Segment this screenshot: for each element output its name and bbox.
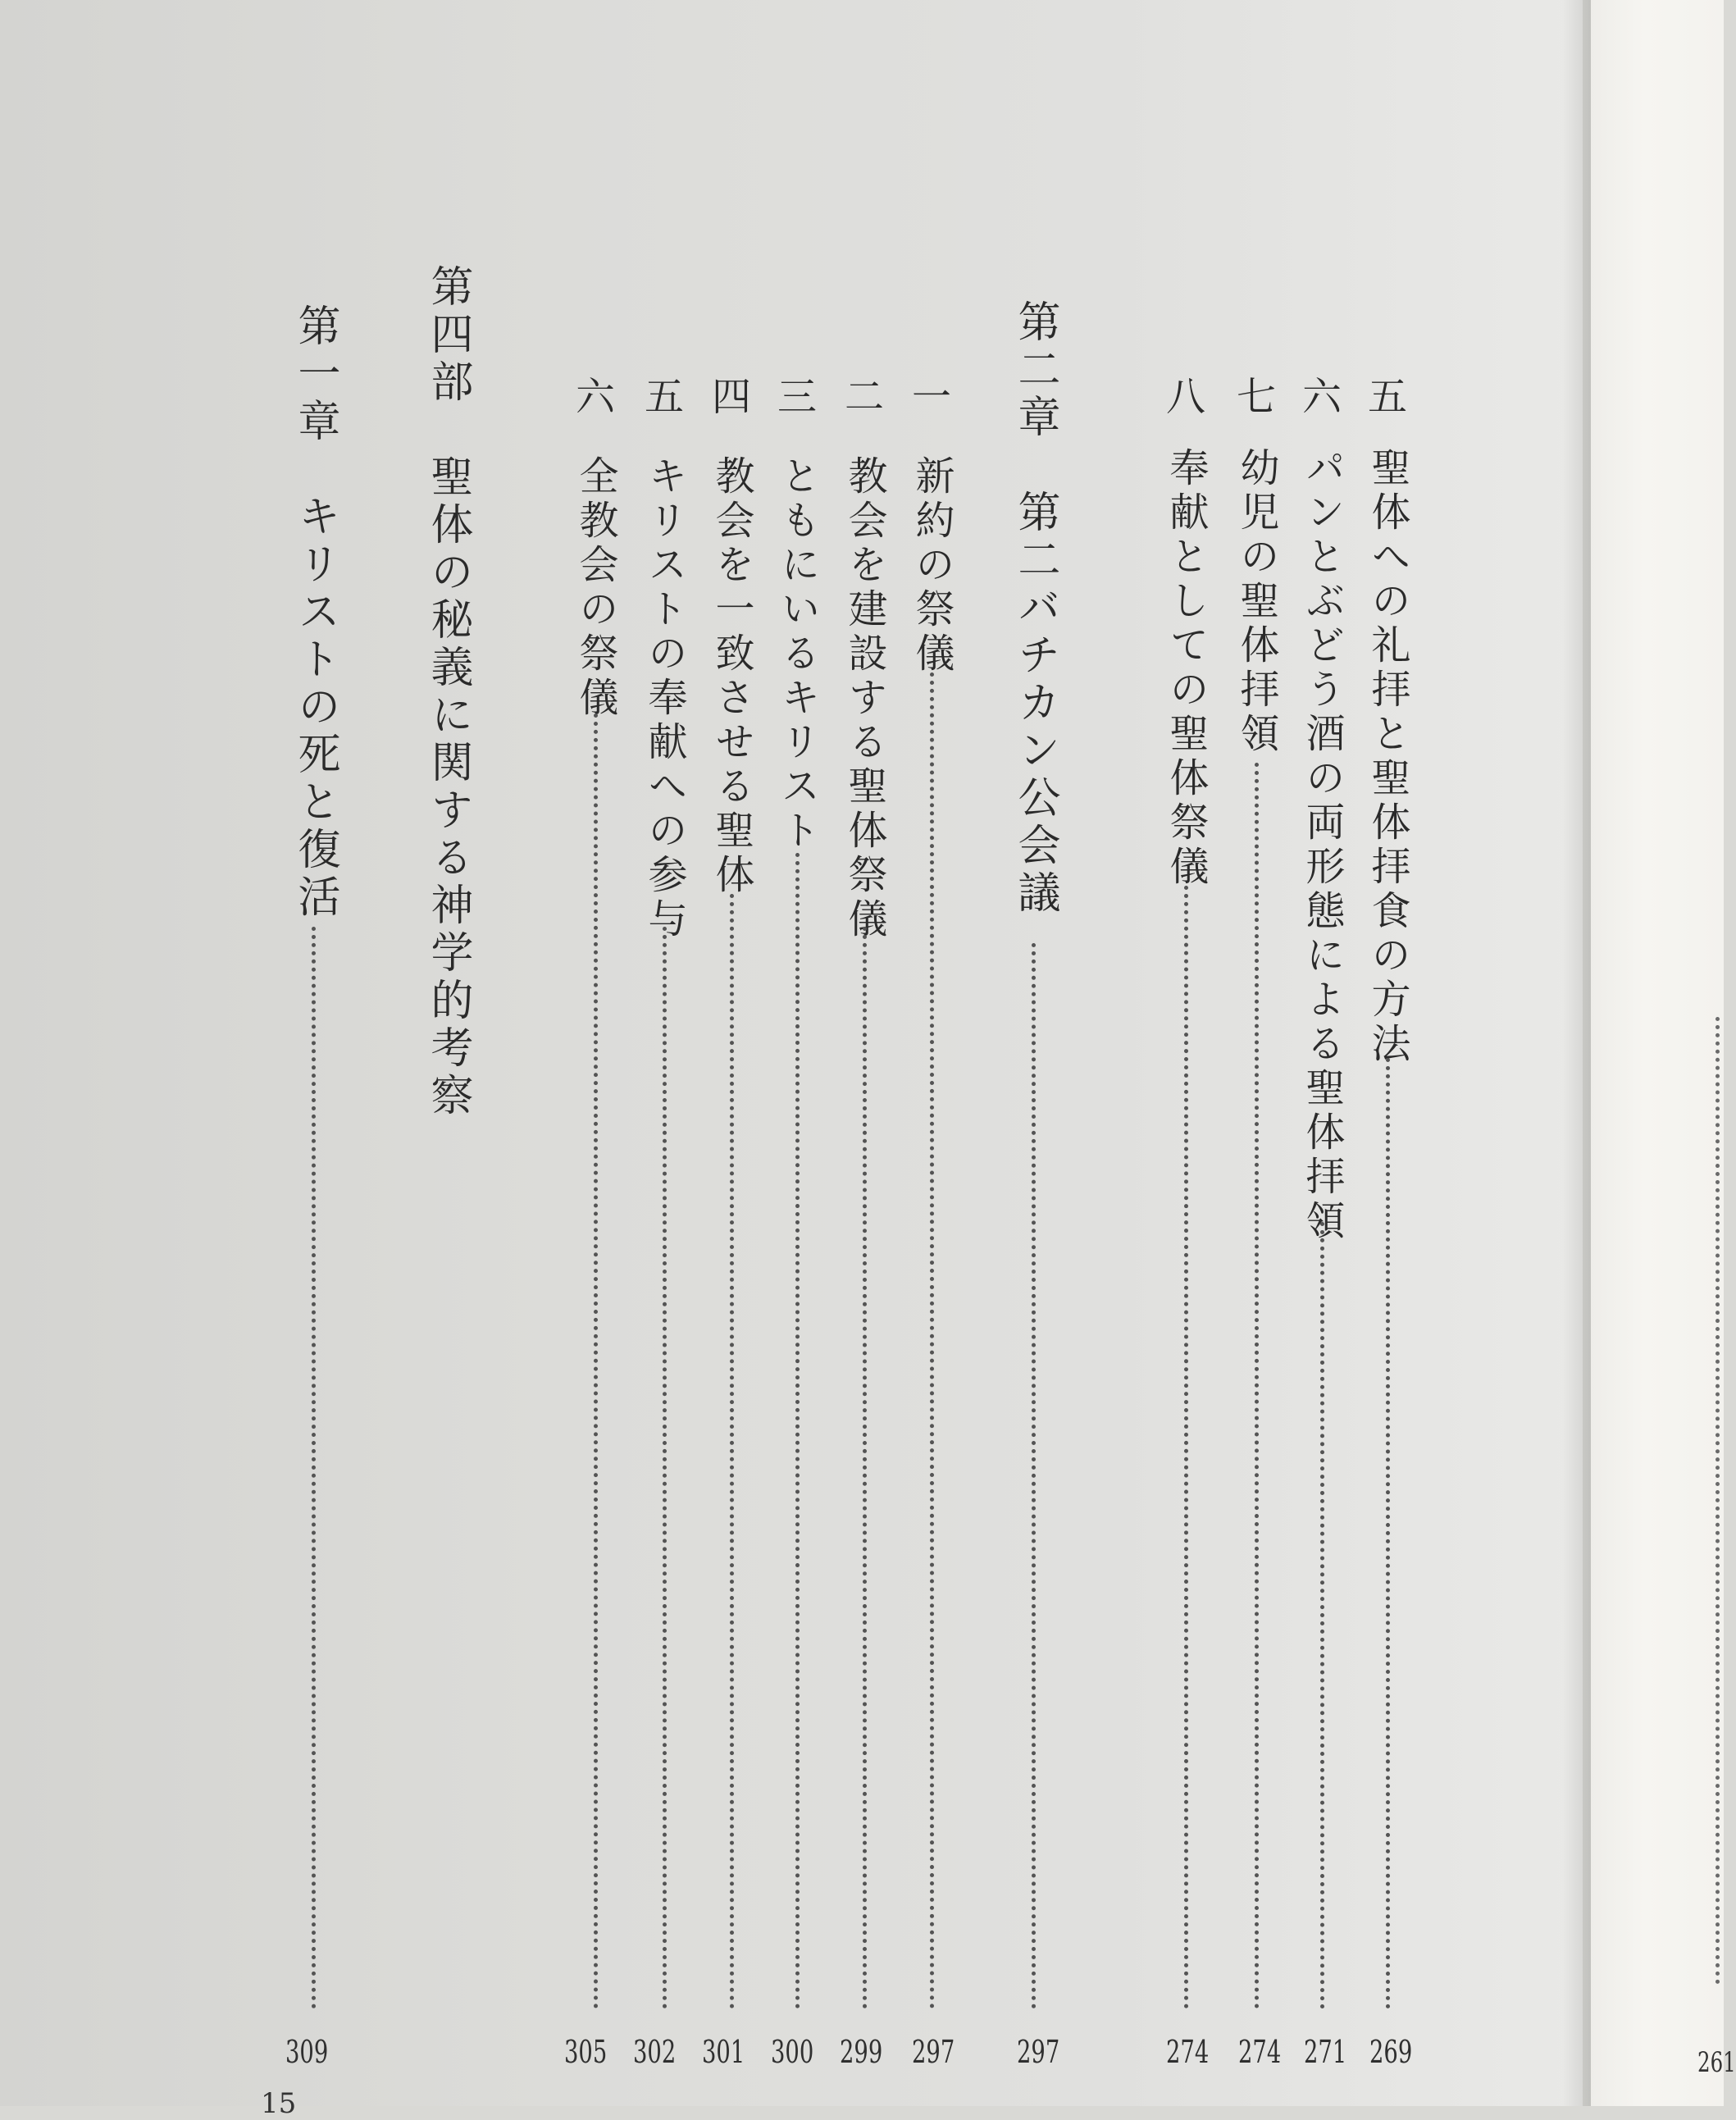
page-number: 297: [1017, 2034, 1060, 2070]
dot-leader: [730, 894, 734, 2009]
entry-title: 奉献としての聖体祭儀: [1163, 447, 1209, 890]
page-number: 274: [1238, 2034, 1282, 2070]
entry-number: 六: [1302, 374, 1342, 420]
next-page-number: 261: [1697, 2046, 1736, 2079]
part-title: 第四部 聖体の秘義に関する神学的考察: [423, 264, 472, 1120]
entry-title: 新約の祭儀: [909, 455, 955, 677]
dot-leader: [594, 714, 598, 2009]
dot-leader: [930, 672, 934, 2009]
page-number: 309: [285, 2034, 329, 2070]
page-number: 297: [912, 2034, 955, 2070]
entry-title: キリストの奉献への参与: [641, 455, 687, 942]
entry-number: 四: [712, 374, 752, 420]
entry-number: 二: [845, 374, 885, 420]
chapter-title: 第二章 第二バチカン公会議: [1010, 299, 1059, 918]
entry-title: 幼児の聖体拝領: [1233, 447, 1279, 757]
entry-number: 一: [912, 374, 952, 420]
entry-title: 教会を建設する聖体祭儀: [841, 455, 887, 942]
page-number: 302: [633, 2034, 677, 2070]
page-number: 299: [840, 2034, 883, 2070]
entry-number: 五: [645, 374, 685, 420]
entry-title: 全教会の祭儀: [572, 455, 618, 721]
page-number: 271: [1304, 2034, 1347, 2070]
chapter-title: 第一章 キリストの死と復活: [290, 303, 339, 922]
dot-leader: [1255, 763, 1259, 2009]
dot-leader: [312, 927, 316, 2009]
entry-number: 五: [1368, 374, 1408, 420]
dot-leader: [1320, 1222, 1324, 2009]
page-number: 269: [1369, 2034, 1413, 2070]
entry-number: 八: [1166, 374, 1206, 420]
dot-leader: [663, 927, 667, 2009]
footer-page-number: 15: [261, 2087, 297, 2120]
page-number: 305: [564, 2034, 608, 2070]
entry-title: パンとぶどう酒の両形態による聖体拝領: [1299, 447, 1345, 1244]
entry-number: 六: [576, 374, 616, 420]
dot-leader: [1032, 943, 1036, 2009]
dot-leader: [863, 927, 867, 2009]
dot-leader: [1184, 886, 1188, 2009]
page-number: 274: [1166, 2034, 1210, 2070]
entry-title: ともにいるキリスト: [774, 455, 820, 854]
next-page-leader: [1715, 1017, 1720, 1985]
dot-leader: [1386, 1058, 1390, 2009]
entry-title: 聖体への礼拝と聖体拝食の方法: [1365, 447, 1410, 1067]
page-number: 300: [771, 2034, 814, 2070]
page-number: 301: [702, 2034, 745, 2070]
next-page-edge: [1591, 0, 1724, 2106]
entry-number: 三: [777, 374, 818, 420]
entry-number: 七: [1237, 374, 1277, 420]
entry-title: 教会を一致させる聖体: [709, 455, 754, 898]
dot-leader: [795, 853, 800, 2009]
